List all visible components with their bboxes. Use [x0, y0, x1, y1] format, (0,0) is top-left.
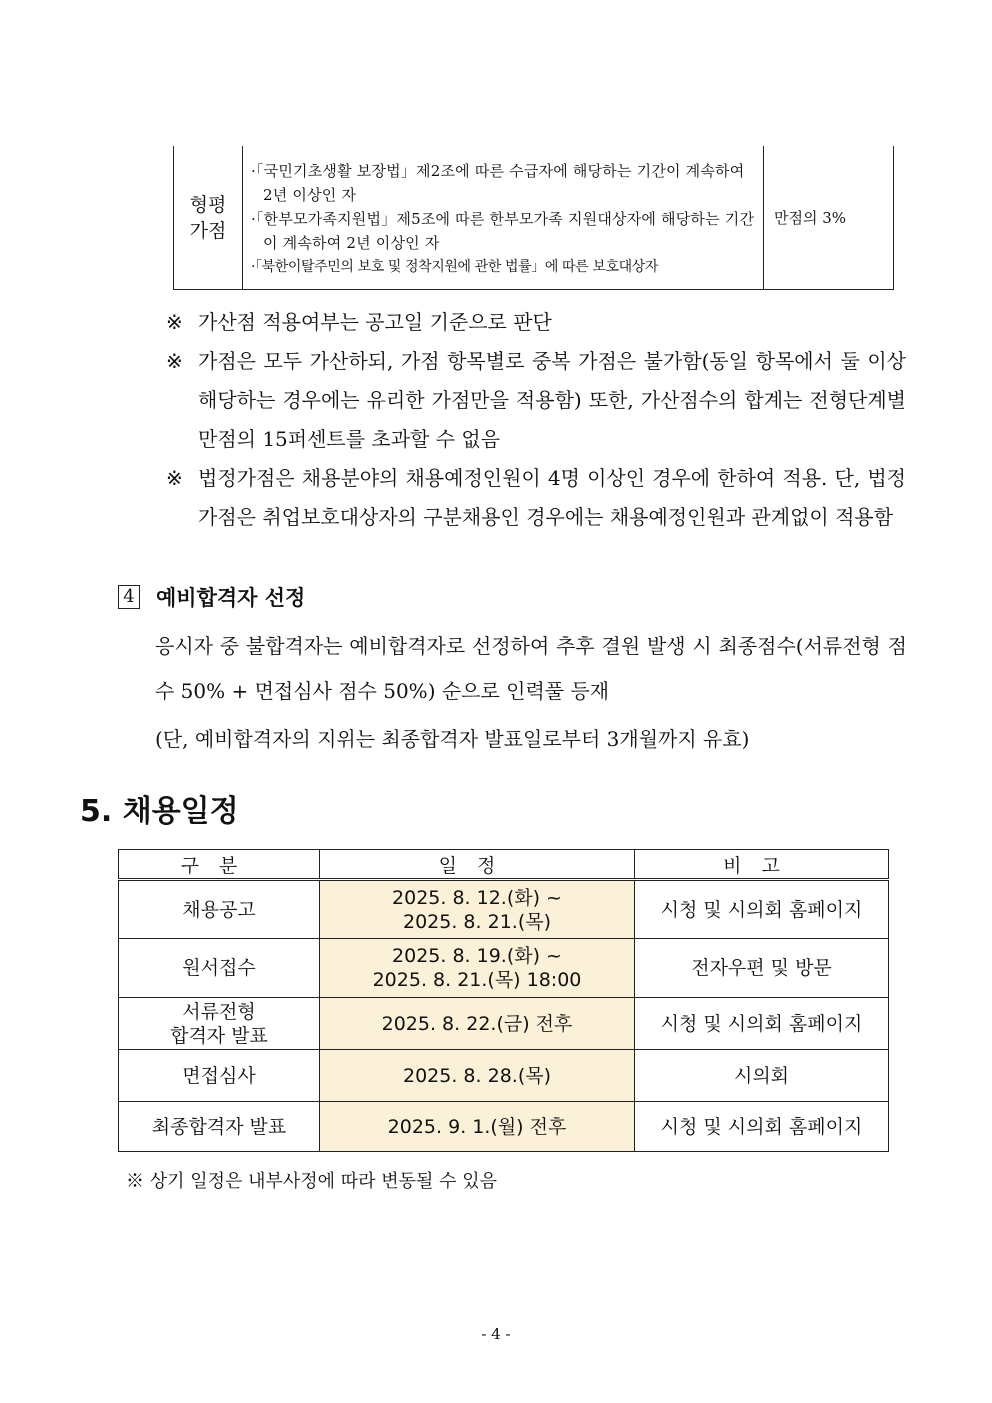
- row-category: 최종합격자 발표: [119, 1102, 320, 1152]
- row-date: 2025. 8. 22.(금) 전후: [320, 998, 635, 1050]
- table-row: [119, 880, 889, 939]
- note-3: [166, 459, 906, 537]
- row-category: 면접심사: [119, 1050, 320, 1102]
- note-mark: ※: [166, 310, 183, 334]
- schedule-table: [118, 849, 889, 1152]
- table-row: [119, 939, 889, 998]
- reserve-body: 응시자 중 불합격자는 예비합격자로 선정하여 추후 결원 발생 시 최종점수(서류전형 점수 50% + 면접심사 점수 50%) 순으로 인력풀 등재: [155, 634, 907, 703]
- note-text: 가산점 적용여부는 공고일 기준으로 판단: [198, 310, 552, 334]
- note-2: [166, 342, 906, 459]
- note-text: 법정가점은 채용분야의 채용예정인원이 4명 이상인 경우에 한하여 적용. 단, 법정가점은 취업보호대상자의 구분채용인 경우에는 채용예정인원과 관계없이 적용함: [198, 466, 906, 529]
- bonus-value: 만점의 3%: [764, 146, 894, 290]
- row-date: 2025. 8. 28.(목): [320, 1050, 635, 1102]
- note-text: 가점은 모두 가산하되, 가점 항목별로 중복 가점은 불가함(동일 항목에서 둘 이상 해당하는 경우에는 유리한 가점만을 적용함) 또한, 가산점수의 합계는 전형단계별 만점의 15퍼센트를 초과할 수 없음: [198, 349, 906, 451]
- header-category: 구분: [119, 850, 320, 880]
- note-mark: ※: [166, 349, 183, 373]
- row-date: 2025. 8. 12.(화) ~ 2025. 8. 21.(목): [320, 880, 635, 939]
- schedule-header-row: [119, 850, 889, 880]
- note-1: [166, 303, 906, 342]
- page-number: - 4 -: [481, 1325, 511, 1343]
- bonus-items: [243, 146, 764, 290]
- schedule-footnote: ※ 상기 일정은 내부사정에 따라 변동될 수 있음: [126, 1171, 498, 1192]
- bonus-item: ·「북한이탈주민의 보호 및 정착지원에 관한 법률」에 따른 보호대상자: [251, 258, 658, 275]
- table-row: [119, 1050, 889, 1102]
- reserve-number-box: 4: [118, 585, 140, 609]
- header-date: 일정: [320, 850, 635, 880]
- table-row: [119, 1102, 889, 1152]
- note-mark: ※: [166, 466, 183, 490]
- reserve-note: (단, 예비합격자의 지위는 최종합격자 발표일로부터 3개월까지 유효): [155, 727, 750, 751]
- reserve-heading: [118, 582, 305, 612]
- row-note: 시의회: [635, 1050, 889, 1102]
- bonus-category: [174, 146, 243, 290]
- row-category: 원서접수: [119, 939, 320, 998]
- row-date: 2025. 9. 1.(월) 전후: [320, 1102, 635, 1152]
- row-category: 서류전형 합격자 발표: [119, 998, 320, 1050]
- bonus-item: ·「한부모가족지원법」제5조에 따른 한부모가족 지원대상자에 해당하는 기간이 계속하여 2년 이상인 자: [251, 209, 755, 252]
- row-category: 채용공고: [119, 880, 320, 939]
- row-note: 시청 및 시의회 홈페이지: [635, 880, 889, 939]
- row-note: 시청 및 시의회 홈페이지: [635, 1102, 889, 1152]
- reserve-title: 예비합격자 선정: [156, 585, 306, 610]
- bonus-item: ·「국민기초생활 보장법」제2조에 따른 수급자에 해당하는 기간이 계속하여 2년 이상인 자: [251, 161, 745, 204]
- header-note: 비고: [635, 850, 889, 880]
- bonus-table: [173, 146, 894, 290]
- table-row: [119, 998, 889, 1050]
- bonus-category-text: 형평 가점: [189, 193, 227, 242]
- section-title: 5. 채용일정: [80, 794, 239, 829]
- row-date: 2025. 8. 19.(화) ~ 2025. 8. 21.(목) 18:00: [320, 939, 635, 998]
- row-note: 시청 및 시의회 홈페이지: [635, 998, 889, 1050]
- row-note: 전자우편 및 방문: [635, 939, 889, 998]
